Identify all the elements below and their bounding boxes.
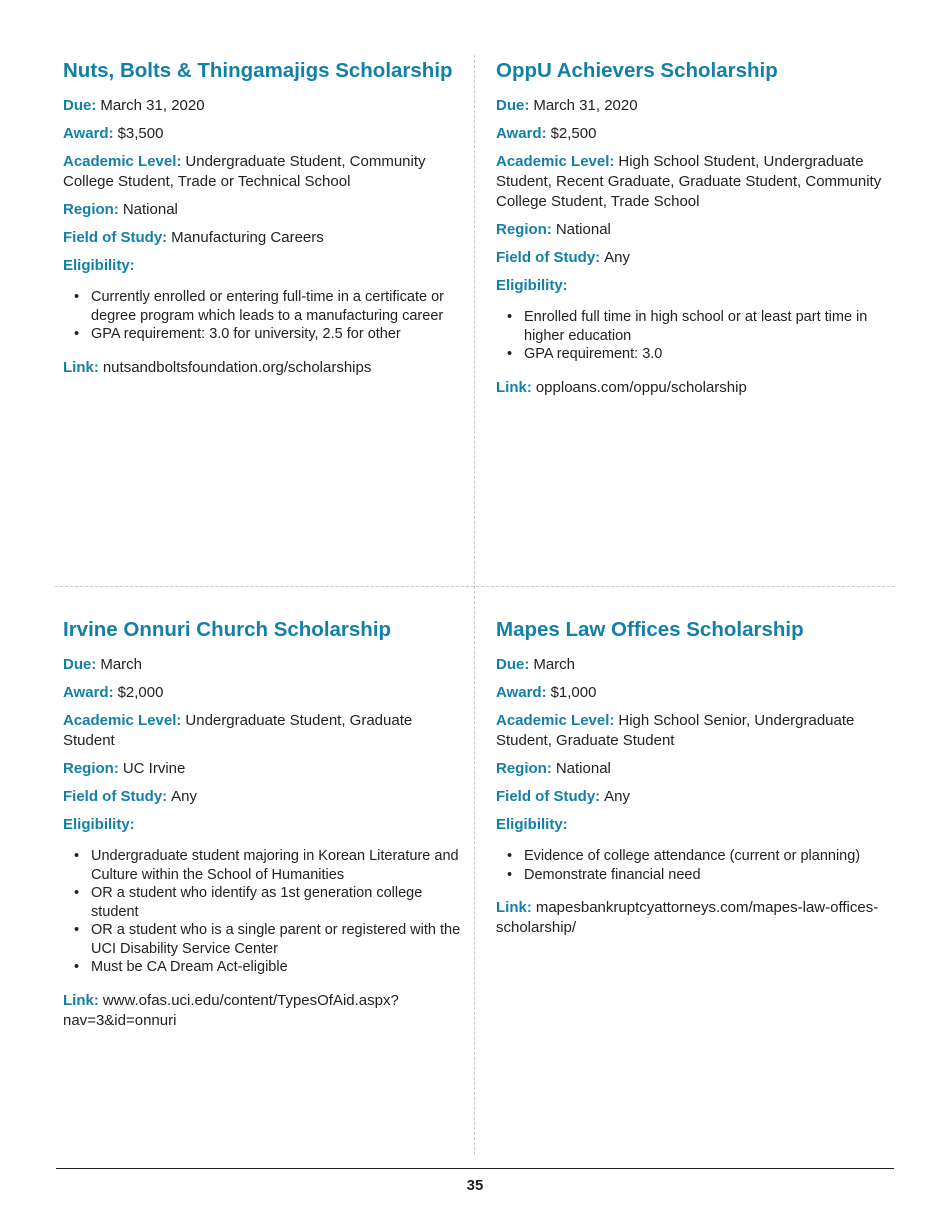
region-label: Region: [63,760,119,777]
due-value: March [533,656,576,673]
field-of-study-label: Field of Study: [496,249,601,266]
link-field [63,358,463,378]
link-label: Link: [63,991,99,1009]
scholarship-card [63,617,463,1039]
field-of-study-field [496,787,896,807]
award-value: $1,000 [550,684,597,701]
link-field [63,991,463,1031]
link-label: Link: [496,899,532,916]
field-of-study-label: Field of Study: [496,788,601,805]
eligibility-item: • GPA requirement: 3.0 [524,345,896,364]
eligibility-item: • OR a student who identify as 1st generation college student [91,884,463,921]
link-url[interactable]: opploans.com/oppu/scholarship [535,378,747,396]
field-of-study-label: Field of Study: [63,788,168,805]
academic-level-field [496,711,896,751]
page-number: 35 [466,1177,484,1194]
field-of-study-value: Any [604,249,631,266]
eligibility-list [496,847,896,884]
eligibility-item: • Currently enrolled or entering full-time in a certificate or degree program which leads to a manufacturing career [91,288,463,325]
region-value: UC Irvine [122,760,186,777]
due-field [496,96,896,116]
scholarship-card [63,58,463,386]
region-label: Region: [496,221,552,238]
link-field [496,378,896,398]
region-value: National [122,201,178,218]
award-label: Award: [496,125,547,142]
academic-level-value: High School Senior, Undergraduate Student, Graduate Student [496,712,855,749]
region-label: Region: [63,201,119,218]
region-field [63,200,463,220]
eligibility-item: • Must be CA Dream Act-eligible [91,958,463,977]
eligibility-item: • Demonstrate financial need [524,866,896,885]
academic-level-field [63,152,463,192]
academic-level-label: Academic Level: [496,153,615,170]
due-label: Due: [496,656,530,673]
region-field [496,220,896,240]
region-value: National [555,760,611,777]
academic-level-value: High School Student, Undergraduate Student, Recent Graduate, Graduate Student, Community College Student, Trade School [496,153,882,210]
award-value: $3,500 [117,125,164,142]
due-label: Due: [63,97,97,114]
eligibility-item: • OR a student who is a single parent or registered with the UCI Disability Service Center [91,921,463,958]
field-of-study-field [63,228,463,248]
award-value: $2,500 [550,125,597,142]
field-of-study-field [63,787,463,807]
eligibility-item: • GPA requirement: 3.0 for university, 2.5 for other [91,325,463,344]
award-label: Award: [496,684,547,701]
field-of-study-value: Any [171,788,198,805]
scholarship-title: Irvine Onnuri Church Scholarship [63,618,392,641]
eligibility-heading [63,815,463,835]
eligibility-item: • Undergraduate student majoring in Korean Literature and Culture within the School of Humanities [91,847,463,884]
region-field [63,759,463,779]
academic-level-field [63,711,463,751]
award-field [496,683,896,703]
eligibility-list [63,847,463,977]
link-url[interactable]: nutsandboltsfoundation.org/scholarships [102,358,372,376]
region-label: Region: [496,760,552,777]
scholarship-title: Mapes Law Offices Scholarship [496,618,804,641]
due-field [63,655,463,675]
row-divider [55,586,895,587]
due-field [63,96,463,116]
academic-level-label: Academic Level: [63,153,182,170]
scholarship-card [496,617,896,946]
region-value: National [555,221,611,238]
eligibility-list [496,308,896,364]
award-field [63,124,463,144]
footer-rule [56,1168,894,1169]
region-field [496,759,896,779]
eligibility-heading [496,276,896,296]
field-of-study-field [496,248,896,268]
due-label: Due: [496,97,530,114]
field-of-study-label: Field of Study: [63,229,168,246]
eligibility-list [63,288,463,344]
due-value: March 31, 2020 [100,97,205,114]
eligibility-item: • Enrolled full time in high school or at least part time in higher education [524,308,896,345]
link-url[interactable]: mapesbankruptcyattorneys.com/mapes-law-offices-scholarship/ [496,899,879,936]
eligibility-label: Eligibility: [496,816,568,833]
eligibility-label: Eligibility: [63,816,135,833]
award-value: $2,000 [117,684,164,701]
field-of-study-value: Manufacturing Careers [171,229,324,246]
academic-level-value: Undergraduate Student, Graduate Student [63,712,413,749]
eligibility-item: • Evidence of college attendance (current or planning) [524,847,896,866]
scholarship-title: Nuts, Bolts & Thingamajigs Scholarship [63,59,453,82]
link-label: Link: [496,378,532,396]
link-url[interactable]: www.ofas.uci.edu/content/TypesOfAid.aspx?nav=3&id=onnuri [63,991,399,1029]
academic-level-label: Academic Level: [63,712,182,729]
academic-level-label: Academic Level: [496,712,615,729]
field-of-study-value: Any [604,788,631,805]
due-field [496,655,896,675]
eligibility-heading [63,256,463,276]
column-divider [474,55,475,1155]
award-field [496,124,896,144]
due-value: March 31, 2020 [533,97,638,114]
award-label: Award: [63,684,114,701]
eligibility-label: Eligibility: [63,257,135,274]
due-value: March [100,656,143,673]
academic-level-value: Undergraduate Student, Community College Student, Trade or Technical School [63,153,426,190]
award-label: Award: [63,125,114,142]
eligibility-label: Eligibility: [496,277,568,294]
eligibility-heading [496,815,896,835]
award-field [63,683,463,703]
due-label: Due: [63,656,97,673]
link-label: Link: [63,358,99,376]
scholarship-card [496,58,896,406]
link-field [496,898,896,938]
scholarship-title: OppU Achievers Scholarship [496,59,778,82]
academic-level-field [496,152,896,212]
